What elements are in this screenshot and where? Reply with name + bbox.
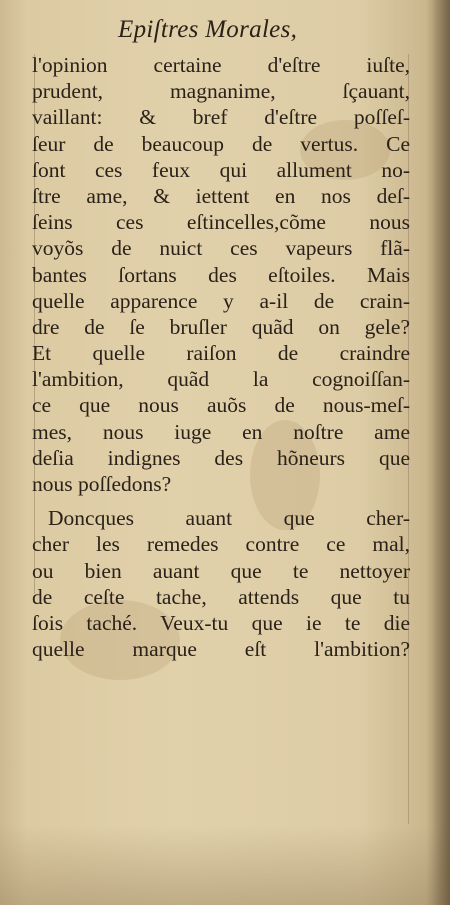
text-line: de ceſte tache, attends que tu [32, 584, 410, 609]
text-line: ce que nous auõs de nous-meſ- [32, 393, 410, 418]
text-line: nous poſſedons? [32, 472, 172, 496]
text-block [32, 52, 410, 662]
text-line: ſtre ame, & iettent en nos deſ- [32, 183, 410, 208]
text-line: ſont ces feux qui allument no- [32, 157, 410, 182]
text-line: l'ambition, quãd la cognoiſſan- [32, 367, 410, 392]
text-line: Doncques auant que cher- [48, 506, 410, 531]
page-shadow-bottom [0, 825, 450, 905]
running-head: Epiſtres Morales, [118, 16, 298, 43]
text-line: deſia indignes des hõneurs que [32, 445, 410, 470]
text-line: prudent, magnanime, ſçauant, [32, 79, 410, 104]
text-line: quelle marque eſt l'ambition? [32, 637, 410, 662]
text-line: vaillant: & bref d'eſtre poſſeſ- [32, 105, 410, 130]
text-line: voyõs de nuict ces vapeurs flã- [32, 236, 410, 261]
text-line: mes, nous iuge en noſtre ame [32, 419, 410, 444]
text-line: dre de ſe bruſler quãd on gele? [32, 314, 410, 339]
text-line: Et quelle raiſon de craindre [32, 341, 410, 366]
text-line: cher les remedes contre ce mal, [32, 532, 410, 557]
page-shadow-right [426, 0, 450, 905]
text-line: ſeins ces eſtincelles,cõme nous [32, 210, 410, 235]
text-line: ou bien auant que te nettoyer [32, 558, 410, 583]
text-line: ſois taché. Veux-tu que ie te die [32, 610, 410, 635]
text-line: bantes ſortans des eſtoiles. Mais [32, 262, 410, 287]
text-line: l'opinion certaine d'eſtre iuſte, [32, 53, 410, 77]
paragraph-gap [32, 497, 410, 505]
text-line: quelle apparence y a-il de crain- [32, 288, 410, 313]
text-line: ſeur de beaucoup de vertus. Ce [32, 131, 410, 156]
